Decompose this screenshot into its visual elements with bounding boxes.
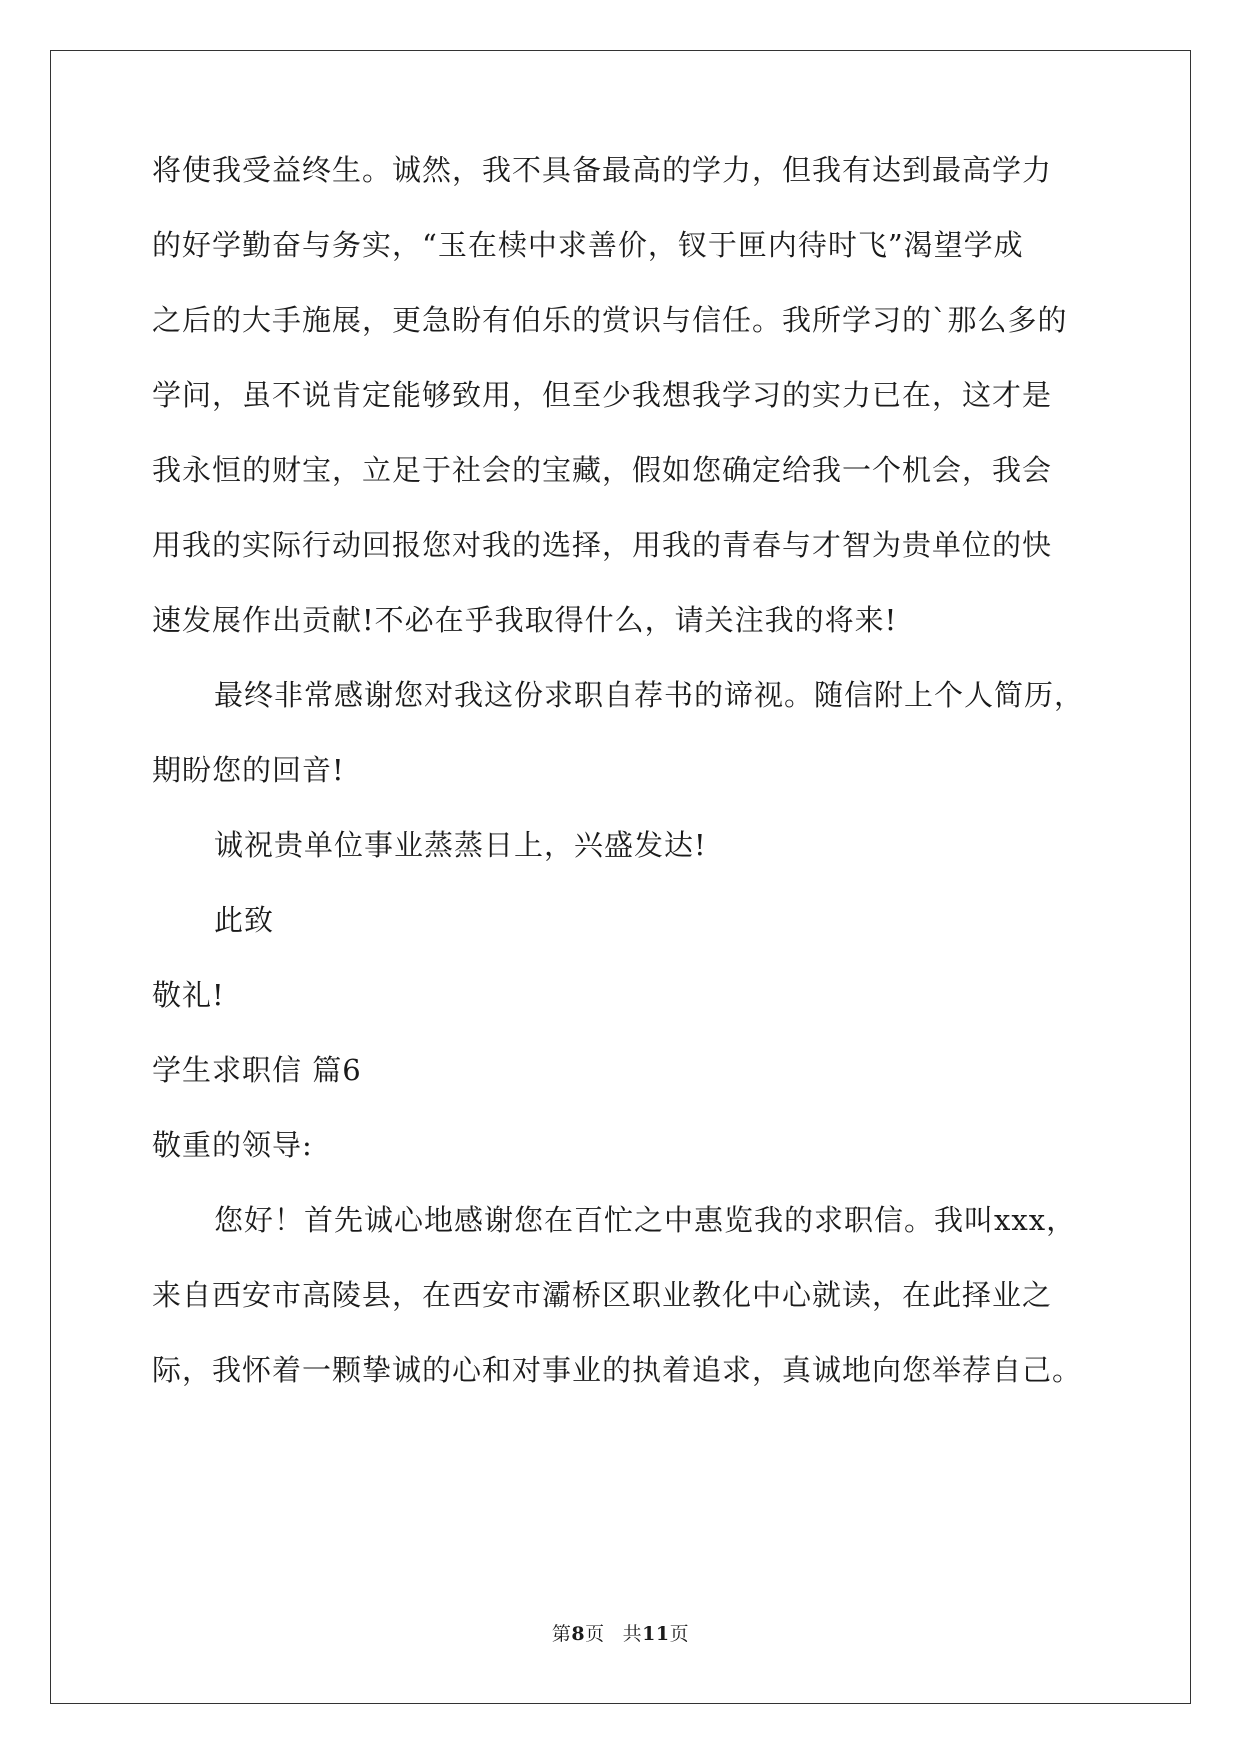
body-line: 我永恒的财宝，立足于社会的宝藏，假如您确定给我一个机会，我会 [152,453,1053,487]
page-border [50,50,1191,1704]
page-suffix: 页 [585,1623,605,1645]
total-suffix: 页 [669,1623,690,1645]
page-footer [0,1622,1241,1646]
body-line: 速发展作出贡献!不必在乎我取得什么，请关注我的将来! [152,603,898,637]
total-prefix: 共 [622,1623,643,1645]
body-line: 的好学勤奋与务实，“玉在椟中求善价，钗于匣内待时飞”渴望学成 [152,228,1024,262]
page-prefix: 第 [551,1623,572,1645]
body-line: 将使我受益终生。诚然，我不具备最高的学力，但我有达到最高学力 [152,153,1053,187]
page-number: 8 [571,1623,586,1645]
body-line: 来自西安市高陵县，在西安市灞桥区职业教化中心就读，在此择业之 [152,1278,1053,1312]
body-line: 际，我怀着一颗挚诚的心和对事业的执着追求，真诚地向您举荐自己。 [152,1353,1083,1387]
body-line: 您好！首先诚心地感谢您在百忙之中惠览我的求职信。我叫xxx， [214,1203,1077,1237]
section-heading: 学生求职信 篇6 [152,1053,362,1087]
closing-salutation: 此致 [214,903,275,937]
body-line: 之后的大手施展，更急盼有伯乐的赏识与信任。我所学习的`那么多的 [152,303,1068,337]
total-pages: 11 [642,1623,670,1645]
body-line: 用我的实际行动回报您对我的选择，用我的青春与才智为贵单位的快 [152,528,1053,562]
closing-wish: 诚祝贵单位事业蒸蒸日上，兴盛发达! [214,828,707,862]
body-line: 最终非常感谢您对我这份求职自荐书的谛视。随信附上个人简历， [214,678,1085,712]
body-line: 学问，虽不说肯定能够致用，但至少我想我学习的实力已在，这才是 [152,378,1053,412]
letter-greeting: 敬重的领导: [152,1128,313,1162]
closing-regards: 敬礼! [152,978,225,1012]
body-line: 期盼您的回音! [152,753,345,787]
